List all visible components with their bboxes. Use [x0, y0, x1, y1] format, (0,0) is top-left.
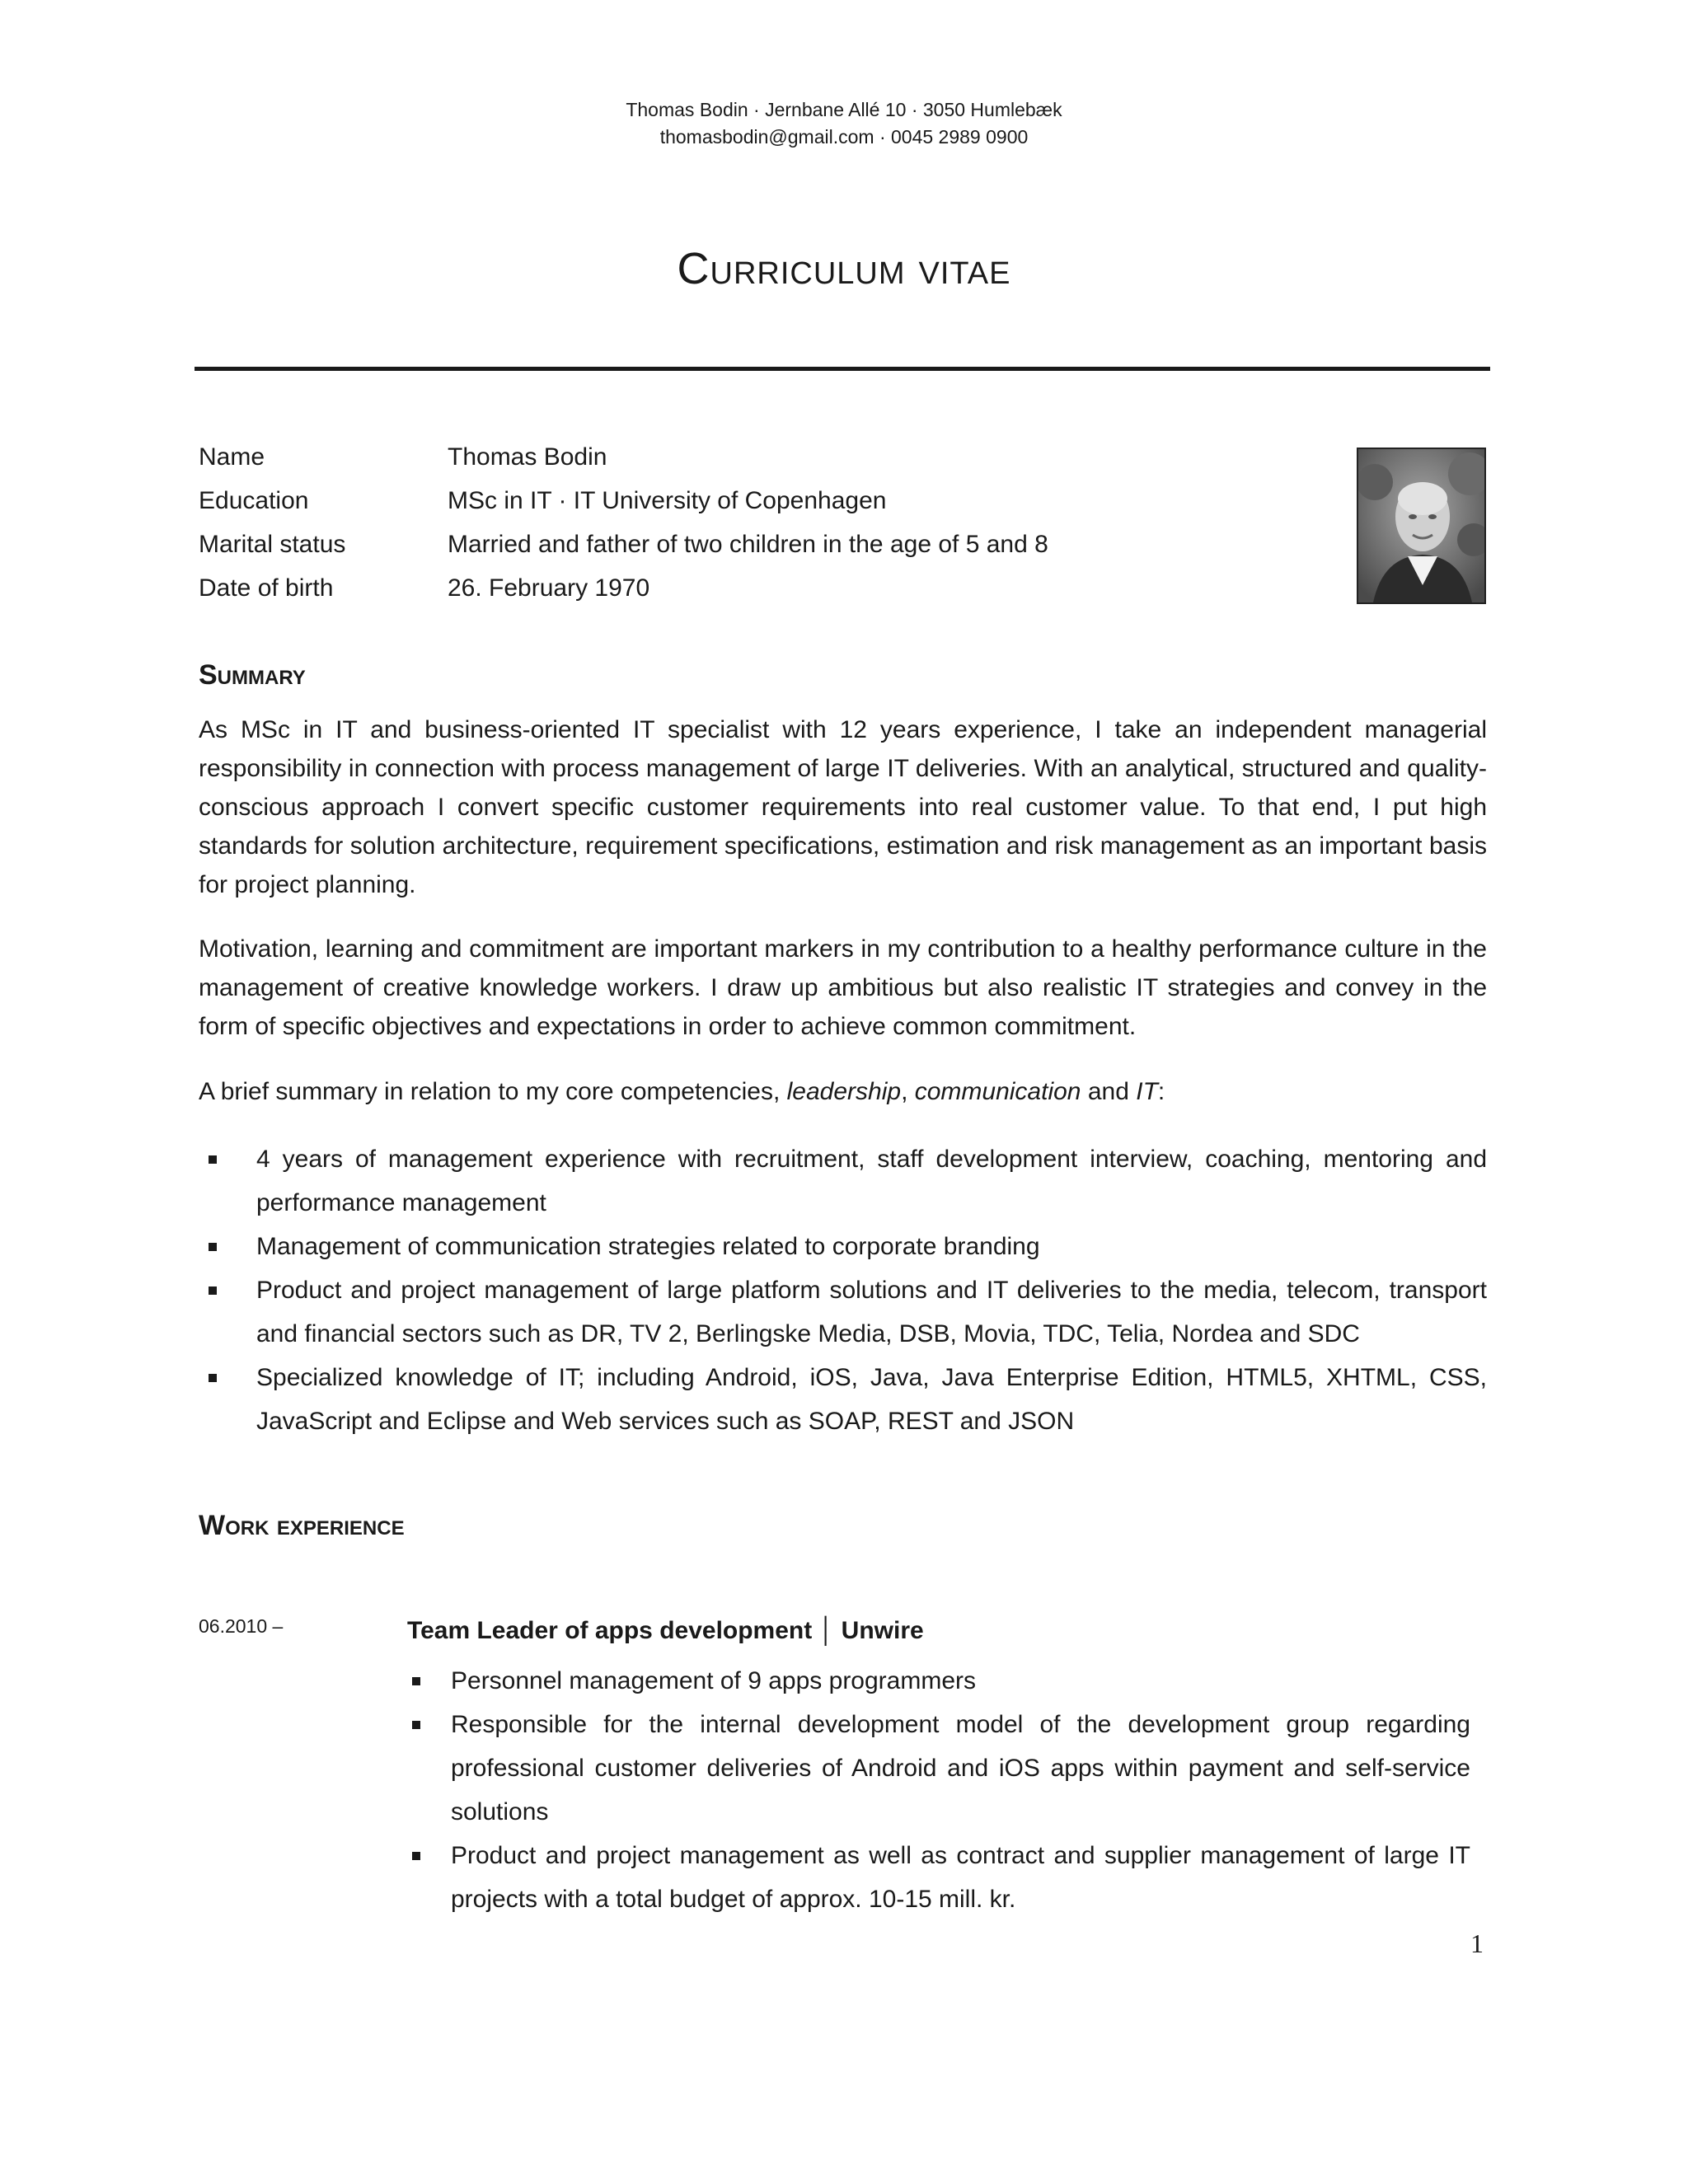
list-item — [407, 1703, 1470, 1834]
summary-intro — [199, 1072, 1487, 1111]
list-item — [407, 1834, 1470, 1921]
summary-paragraph-2: Motivation, learning and commitment are important markers in my contribution to a healthy performance culture in the management of creative knowledge workers. I draw up ambitious but also realistic IT strategies and convey in the form of specific objectives and expectations in order to achieve common commitment. — [199, 935, 1487, 1040]
profile-photo — [1357, 448, 1486, 604]
work-experience-heading: Work experience — [199, 1510, 405, 1541]
page-number: 1 — [1470, 1929, 1484, 1958]
title-text: Curriculum vitae — [677, 244, 1011, 293]
intro-text: A brief summary in relation to my core competencies, — [199, 1078, 787, 1105]
summary-bullet-list — [199, 1137, 1487, 1443]
summary-paragraph-1: As MSc in IT and business-oriented IT specialist with 12 years experience, I take an independent managerial responsibility in connection with process management of large IT deliveries. With an analytical, structured and quality-conscious approach I convert specific customer requirements into real customer value. To that end, I put high standards for solution architecture, requirement specifications, estimation and risk management as an important basis for project planning. — [199, 716, 1487, 898]
list-item-text: Product and project management of large platform solutions and IT deliveries to the media, telecom, transport and financial sectors such as DR, TV 2, Berlingske Media, DSB, Movia, TDC, Telia, Nordea and SDC — [256, 1277, 1487, 1347]
intro-communication: communication — [914, 1078, 1081, 1105]
bullet-square-icon — [412, 1721, 420, 1729]
info-row-date-of-birth — [199, 572, 1048, 616]
info-value: MSc in IT · IT University of Copenhagen — [448, 487, 887, 514]
bullet-square-icon — [209, 1286, 217, 1295]
info-label: Name — [199, 443, 265, 471]
intro-separator: and — [1081, 1078, 1137, 1105]
list-item-text: Personnel management of 9 apps programmers — [451, 1667, 977, 1694]
info-value: 26. February 1970 — [448, 574, 650, 602]
summary-heading: Summary — [199, 659, 306, 691]
list-item — [199, 1356, 1487, 1443]
list-item — [199, 1225, 1487, 1268]
info-label: Date of birth — [199, 574, 334, 602]
intro-end: : — [1157, 1078, 1165, 1105]
intro-separator: , — [901, 1078, 915, 1105]
list-item — [199, 1137, 1487, 1225]
info-row-name — [199, 441, 1048, 485]
intro-it: IT — [1136, 1078, 1158, 1105]
title-rule — [195, 367, 1490, 371]
portrait-image — [1358, 449, 1484, 602]
bullet-square-icon — [209, 1155, 217, 1164]
bullet-square-icon — [412, 1852, 420, 1860]
info-row-education — [199, 485, 1048, 528]
bullet-square-icon — [209, 1243, 217, 1251]
intro-leadership: leadership — [786, 1078, 902, 1105]
document-title — [0, 243, 1688, 294]
info-label: Education — [199, 487, 309, 514]
list-item — [407, 1659, 1470, 1703]
job-date: 06.2010 – — [199, 1615, 284, 1637]
list-item-text: 4 years of management experience with recruitment, staff development interview, coaching, mentoring and performance management — [256, 1146, 1487, 1216]
contact-address: Thomas Bodin · Jernbane Allé 10 · 3050 Humlebæk — [626, 99, 1062, 120]
info-value: Married and father of two children in the age of 5 and 8 — [448, 531, 1048, 558]
bullet-square-icon — [209, 1374, 217, 1382]
job-bullet-list — [407, 1659, 1470, 1921]
list-item-text: Specialized knowledge of IT; including Android, iOS, Java, Java Enterprise Edition, HTML5, XHTML, CSS, JavaScript and Eclipse and Web services such as SOAP, REST and JSON — [256, 1364, 1487, 1435]
list-item-text: Responsible for the internal development model of the development group regarding professional customer deliveries of Android and iOS apps within payment and self-service solutions — [451, 1711, 1470, 1825]
bullet-square-icon — [412, 1677, 420, 1685]
info-row-marital-status — [199, 528, 1048, 572]
list-item — [199, 1268, 1487, 1356]
job-title: Team Leader of apps development │ Unwire — [407, 1617, 924, 1644]
info-value: Thomas Bodin — [448, 443, 607, 471]
info-label: Marital status — [199, 531, 346, 558]
contact-email-phone: thomasbodin@gmail.com · 0045 2989 0900 — [659, 126, 1029, 148]
personal-info — [199, 441, 1048, 616]
list-item-text: Product and project management as well as contract and supplier management of large IT projects with a total budget of approx. 10-15 mill. kr. — [451, 1842, 1470, 1913]
list-item-text: Management of communication strategies related to corporate branding — [256, 1233, 1040, 1260]
